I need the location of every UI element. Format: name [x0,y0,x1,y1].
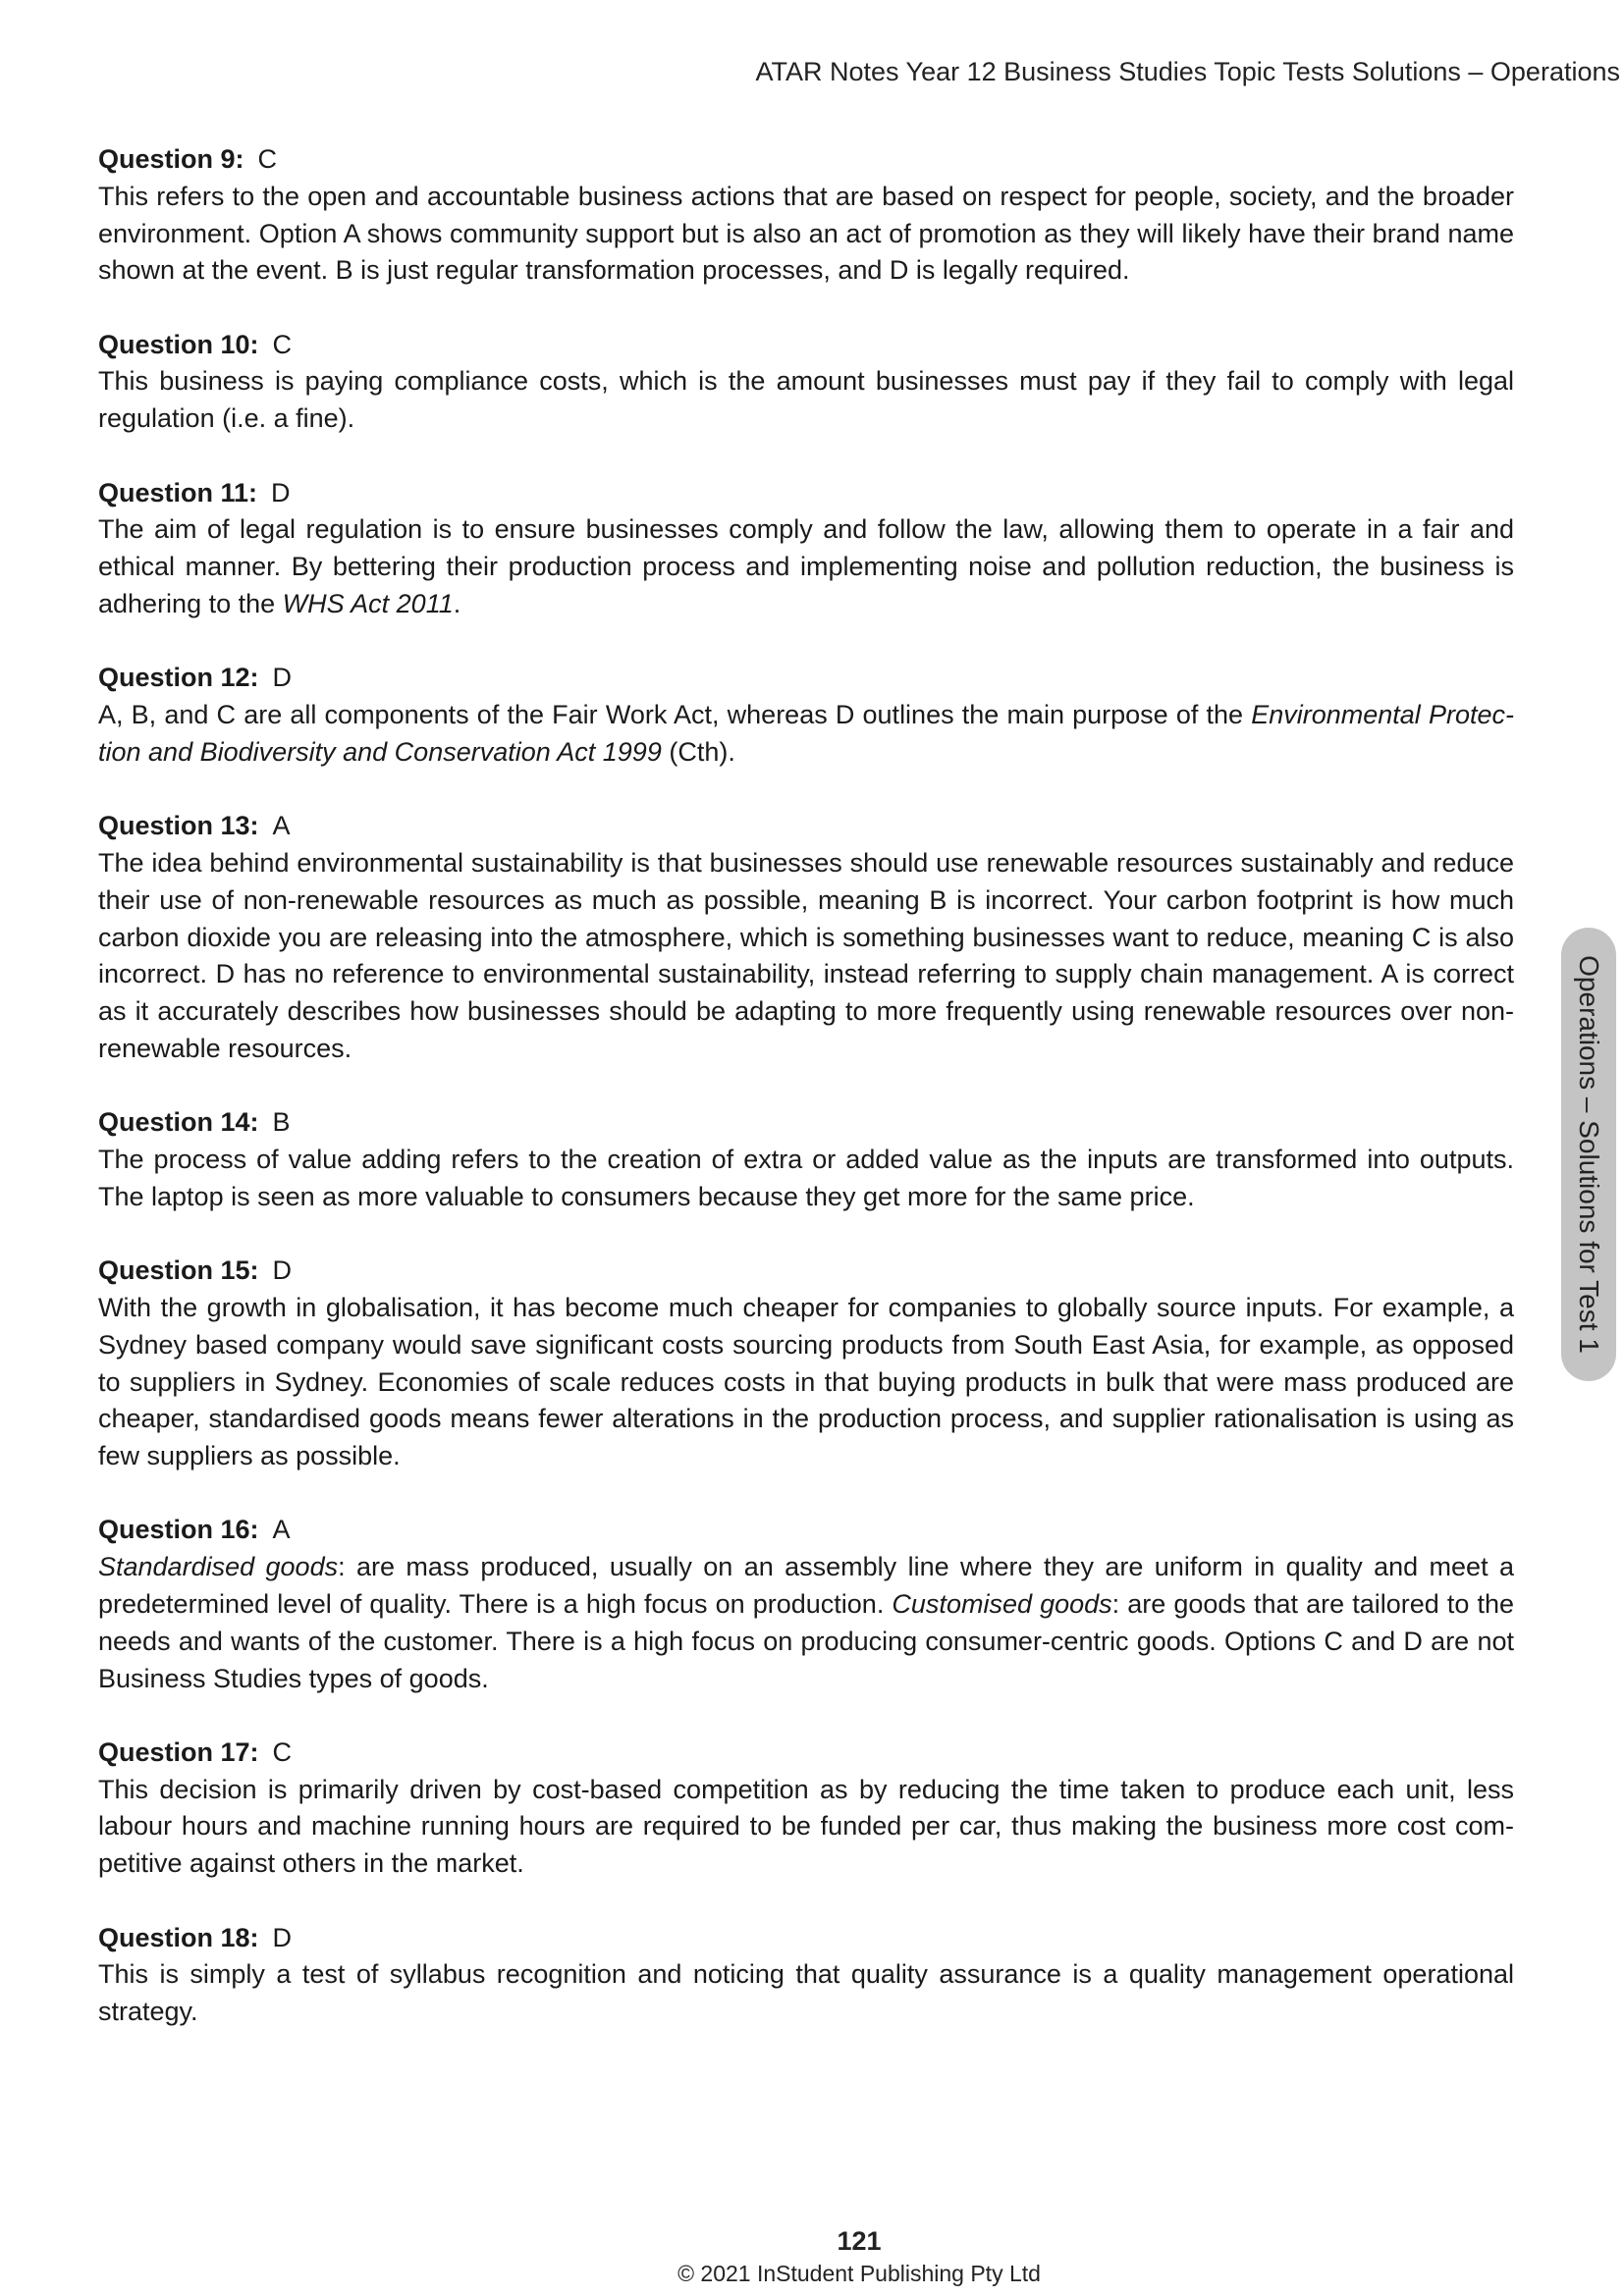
text-run: This business is paying compliance costs, which is the amount businesses must pay if they fail to comply with legal regulation (i.e. a fine). [98,366,1514,434]
answer-letter: C [272,329,293,359]
italic-text: Environmental Protection and Biodiversity and Conservation Act 1999 [98,700,1514,767]
question-label: Question 16: [98,1515,259,1545]
question-block [98,1512,1514,1697]
answer-letter: D [271,477,291,507]
text-run: This is simply a test of syllabus recognition and noticing that quality assurance is a quality management operational strategy. [98,1959,1514,2027]
text-run: : are mass produced, usually on an assembly line where they are uniform in quality and meet a predetermined level of quality. There is a high focus on production. [98,1552,1514,1619]
explanation-paragraph [98,1142,1514,1216]
answer-letter: D [272,663,293,693]
question-label: Question 15: [98,1255,259,1286]
question-block [98,475,1514,623]
explanation-paragraph [98,1772,1514,1883]
question-heading [98,1512,1514,1549]
explanation-paragraph [98,511,1514,622]
copyright-notice: © 2021 InStudent Publishing Pty Ltd [677,2261,1041,2286]
answer-letter: D [272,1922,293,1952]
question-heading [98,1735,1514,1772]
italic-text: WHS Act 2011 [282,588,454,618]
question-label: Question 17: [98,1736,259,1767]
text-run: (Cth). [661,736,735,767]
question-label: Question 18: [98,1922,259,1952]
section-side-tab [1561,928,1616,1381]
text-run: The aim of legal regulation is to ensure businesses comply and follow the law, allowing them to operate in a fair and ethical manner. By bettering their production process and implementing noise and pollution reduction, the business is adhering to the [98,514,1514,618]
text-run: : are goods that are tailored to the needs and wants of the customer. There is a high focus on producing consumer-centric goods. Options C and D are not Business Studies types of goods. [98,1589,1515,1693]
explanation-paragraph [98,363,1514,438]
question-label: Question 14: [98,1107,259,1138]
text-run: This refers to the open and accountable business actions that are based on respect for people, society, and the broader environment. Option A shows community support but is also an act of promotion as they will likely have their brand name shown at the event. B is just regular transformation processes, and D is legally required. [98,181,1514,286]
answer-letter: A [272,811,291,841]
text-run: The idea behind environmental sustainability is that businesses should use renewable resources sustainably and reduce their use of non-renewable resources as much as possible, meaning B is incorrect. Your carbon footprint is how much carbon dioxide you are releasing into the atmosphere, which is something businesses want to reduce, meaning C is also incorrect. D has no reference to environmental sustainability, instead referring to supply chain management. A is correct as it accurately describes how businesses should be adapting to more frequently using renewable resources over non-renewable resources. [98,847,1514,1063]
text-run: The process of value adding refers to the creation of extra or added value as the inputs are transformed into outputs. The laptop is seen as more valuable to consumers because they get more for the same price. [98,1145,1514,1211]
answer-letter: C [257,144,278,174]
explanation-paragraph [98,179,1514,290]
question-heading [98,660,1514,697]
question-label: Question 13: [98,811,259,841]
answer-letter: A [272,1515,291,1545]
running-header: ATAR Notes Year 12 Business Studies Topic Tests Solutions – Operations [755,57,1620,86]
question-block [98,1920,1514,2031]
explanation-paragraph [98,1549,1514,1697]
answer-letter: B [272,1107,291,1138]
question-heading [98,808,1514,845]
question-block [98,660,1514,771]
question-label: Question 11: [98,477,258,507]
question-block [98,141,1514,290]
explanation-paragraph [98,697,1514,772]
side-tab-label: Operations – Solutions for Test 1 [1574,955,1604,1354]
question-label: Question 10: [98,329,259,359]
text-run: A, B, and C are all components of the Fair Work Act, whereas D outlines the main purpose of the [98,700,1252,730]
explanation-paragraph [98,1956,1514,2031]
question-label: Question 9: [98,144,244,174]
italic-text: Standardised goods [98,1552,339,1582]
answer-letter: C [272,1736,293,1767]
explanation-paragraph [98,1290,1514,1475]
question-block [98,327,1514,438]
question-heading [98,327,1514,364]
italic-text: Customised goods [892,1589,1112,1619]
question-heading [98,1253,1514,1290]
text-run: With the growth in globalisation, it has become much cheaper for companies to globally source inputs. For example, a Sydney based company would save significant costs sourcing products from South East Asia, for example, as opposed to suppliers in Sydney. Economies of scale reduces costs in that buying products in bulk that were mass produced are cheaper, standardised goods means fewer alterations in the production process, and supplier rationalisation is using as few suppliers as possible. [98,1292,1514,1471]
question-block [98,1104,1514,1215]
answer-letter: D [272,1255,293,1286]
question-heading [98,141,1514,179]
question-label: Question 12: [98,663,259,693]
text-run: This decision is primarily driven by cost-based competition as by reducing the time taken to produce each unit, less labour hours and machine running hours are required to be funded per car, thus making the business more cost competitive against others in the market. [98,1774,1514,1879]
explanation-paragraph [98,845,1514,1068]
question-block [98,808,1514,1068]
question-heading [98,1920,1514,1957]
page-number: 121 [837,2226,882,2256]
question-heading [98,1104,1514,1142]
text-run: . [453,588,461,618]
question-block [98,1735,1514,1883]
question-block [98,1253,1514,1475]
solutions-list [98,141,1514,2067]
question-heading [98,475,1514,512]
